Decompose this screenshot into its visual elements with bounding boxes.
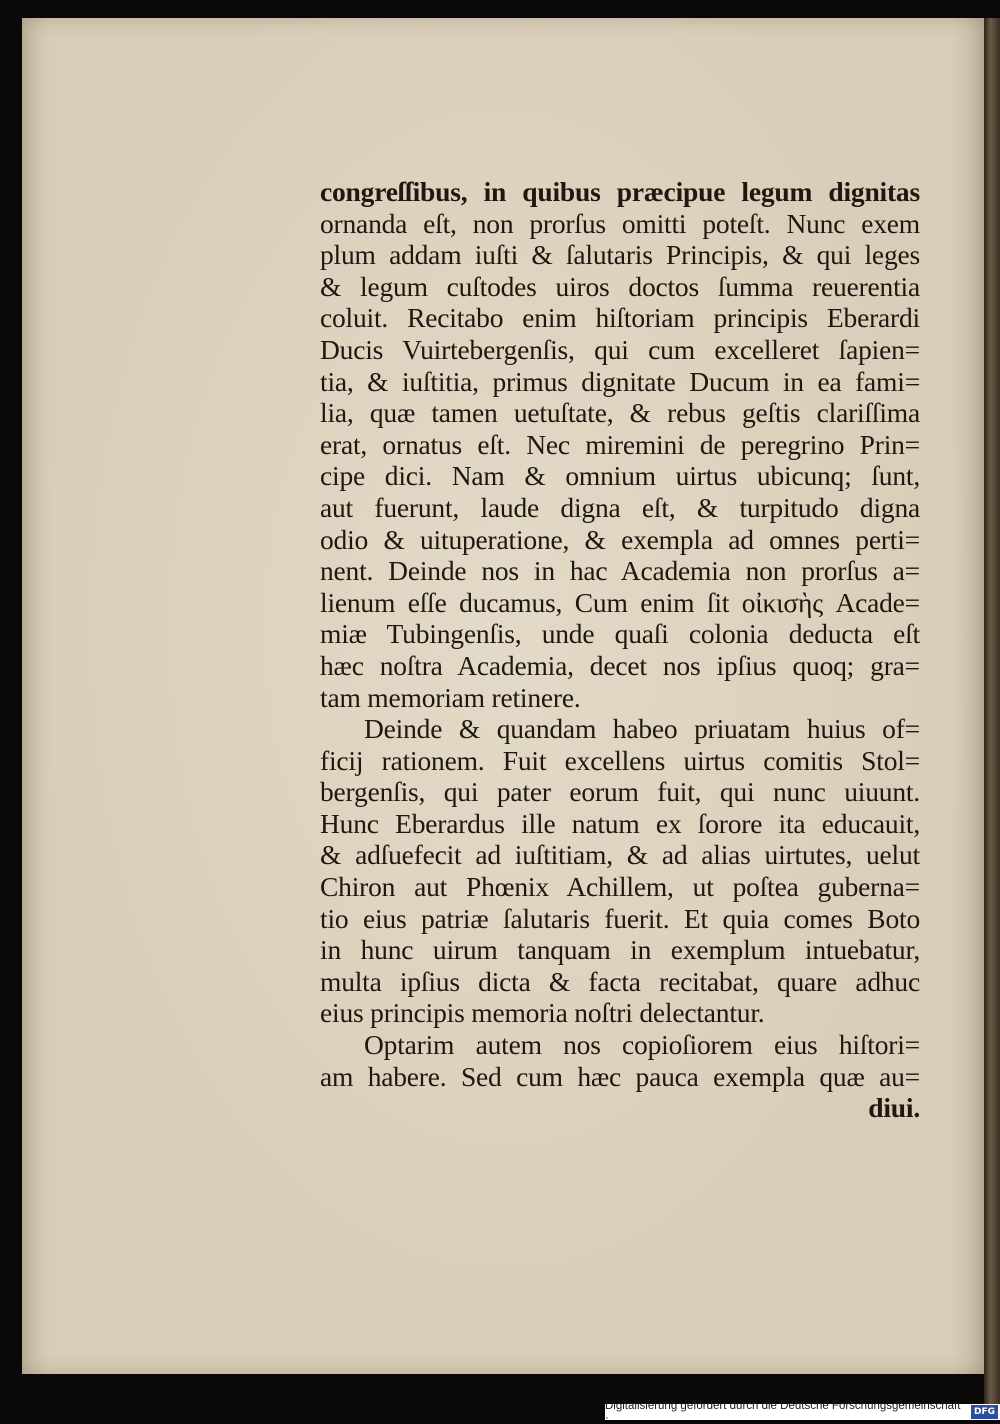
text-line: lienum eſſe ducamus, Cum enim ſit οἰκισὴς Acade=: [320, 586, 920, 618]
text-line: cipe dici. Nam & omnium uirtus ubicunq; ſunt,: [320, 460, 920, 492]
text-line: Optarim autem nos copioſiorem eius hiſtori=: [364, 1029, 920, 1061]
text-line: ficij rationem. Fuit excellens uirtus comitis Stol=: [320, 744, 920, 776]
text-line: nent. Deinde nos in hac Academia non prorſus a=: [320, 555, 920, 587]
text-line: Ducis Vuirtebergenſis, qui cum excelleret ſapien=: [320, 333, 920, 365]
text-line: congreſſibus, in quibus præcipue legum dignitas: [320, 176, 920, 207]
text-line: Chiron aut Phœnix Achillem, ut poſtea guberna=: [320, 871, 920, 903]
text-line: multa ipſius dicta & facta recitabat, quare adhuc: [320, 965, 920, 997]
text-line: coluit. Recitabo enim hiſtoriam principis Eberardi: [320, 302, 920, 334]
text-line: Hunc Eberardus ille natum ex ſorore ita educauit,: [320, 807, 920, 839]
digitization-footer: [605, 1400, 1000, 1424]
footer-credit: Digitalisierung gefördert durch die Deutsche Forschungsgemeinschaft ·: [605, 1400, 961, 1424]
text-line: in hunc uirum tanquam in exemplum intuebatur,: [320, 934, 920, 966]
text-line: aut fuerunt, laude digna eſt, & turpitudo digna: [320, 491, 920, 523]
text-line: am habere. Sed cum hæc pauca exempla quæ au=: [320, 1060, 920, 1092]
text-line: bergenſis, qui pater eorum fuit, qui nunc uiuunt.: [320, 776, 920, 808]
text-line: ornanda eſt, non prorſus omitti poteſt. Nunc exem: [320, 207, 920, 239]
book-edge: [984, 18, 1000, 1408]
text-line: plum addam iuſti & ſalutaris Principis, & qui leges: [320, 239, 920, 271]
text-line: hæc noſtra Academia, decet nos ipſius quoq; gra=: [320, 649, 920, 681]
text-line: odio & uituperatione, & exempla ad omnes perti=: [320, 523, 920, 555]
text-line: tio eius patriæ ſalutaris fuerit. Et quia comes Boto: [320, 902, 920, 934]
text-line: & legum cuſtodes uiros doctos ſumma reuerentia: [320, 270, 920, 302]
text-line: Deinde & quandam habeo priuatam huius of=: [364, 713, 920, 745]
dfg-logo-icon: DFG: [971, 1405, 998, 1419]
text-line: miæ Tubingenſis, unde quaſi colonia deducta eſt: [320, 618, 920, 650]
catchword: diui.: [868, 1092, 920, 1124]
text-line: lia, quæ tamen uetuſtate, & rebus geſtis clariſſima: [320, 397, 920, 429]
text-line: tam memoriam retinere.: [320, 681, 581, 713]
text-line: tia, & iuſtitia, primus dignitate Ducum in ea fami=: [320, 365, 920, 397]
text-line: & adſuefecit ad iuſtitiam, & ad alias uirtutes, uelut: [320, 839, 920, 871]
text-line: erat, ornatus eſt. Nec miremini de peregrino Prin=: [320, 428, 920, 460]
page-text: [320, 176, 920, 1124]
text-line: eius principis memoria noſtri delectantur.: [320, 997, 765, 1029]
